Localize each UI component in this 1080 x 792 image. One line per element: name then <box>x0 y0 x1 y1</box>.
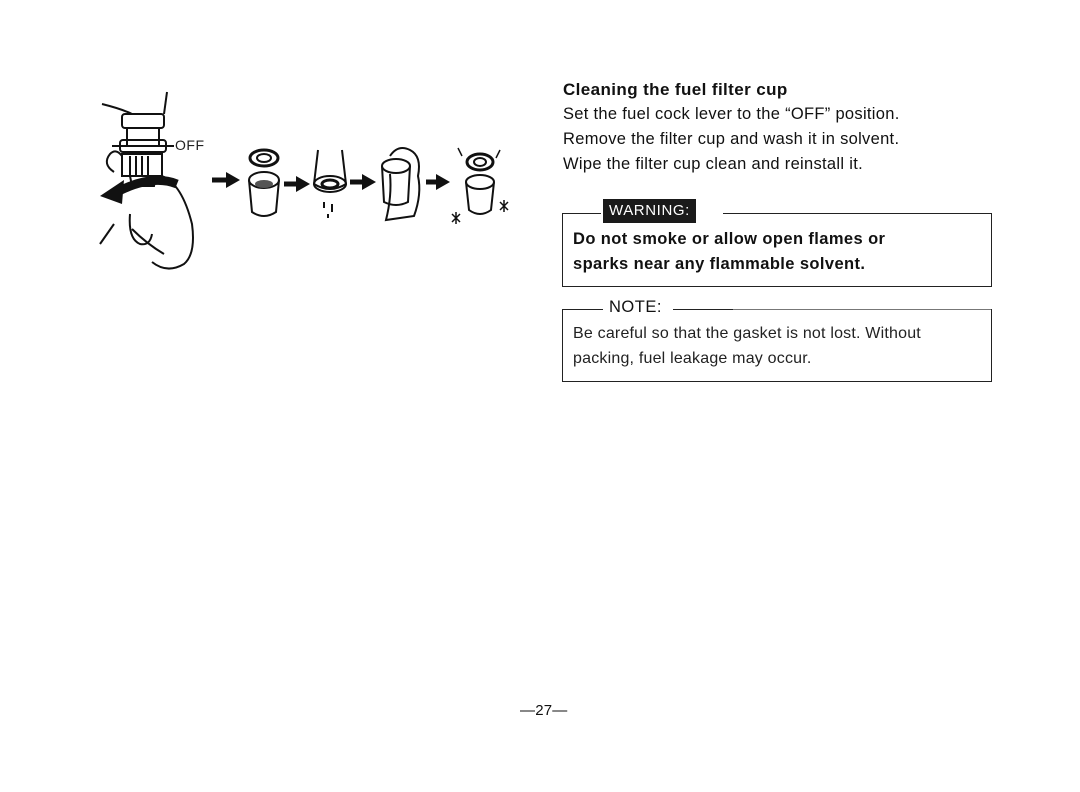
arrow-right-icon <box>426 174 450 190</box>
instruction-line: Set the fuel cock lever to the “OFF” position. <box>563 105 900 123</box>
box-rule <box>733 309 991 310</box>
cup-draining-icon <box>314 150 346 218</box>
cup-wiping-icon <box>382 148 419 220</box>
box-rule <box>563 309 603 310</box>
note-text <box>573 321 921 371</box>
note-label: NOTE: <box>605 296 666 318</box>
warning-label: WARNING: <box>603 199 696 223</box>
instruction-line: Wipe the filter cup clean and reinstall it. <box>563 155 863 173</box>
box-rule <box>563 213 601 214</box>
note-line: packing, fuel leakage may occur. <box>573 350 812 367</box>
page-number: —27— <box>520 702 568 719</box>
instructions <box>563 102 900 177</box>
instruction-line: Remove the filter cup and wash it in solvent. <box>563 130 900 148</box>
arrow-right-icon <box>350 174 376 190</box>
off-label: OFF <box>175 137 205 153</box>
filter-cleaning-illustration <box>92 84 522 284</box>
warning-text <box>573 227 885 277</box>
warning-line: Do not smoke or allow open flames or <box>573 230 886 248</box>
section-heading: Cleaning the fuel filter cup <box>563 80 788 99</box>
gasket-and-cup-icon <box>249 150 279 216</box>
box-rule <box>723 213 991 214</box>
box-rule <box>673 309 733 310</box>
note-box <box>562 298 992 382</box>
note-line: Be careful so that the gasket is not lost. Without <box>573 325 921 342</box>
warning-line: sparks near any flammable solvent. <box>573 255 866 273</box>
clean-gasket-and-cup-icon <box>452 148 508 224</box>
warning-box <box>562 202 992 287</box>
arrow-right-icon <box>284 176 310 192</box>
rotate-arrow-icon <box>100 180 177 204</box>
arrow-right-icon <box>212 172 240 188</box>
